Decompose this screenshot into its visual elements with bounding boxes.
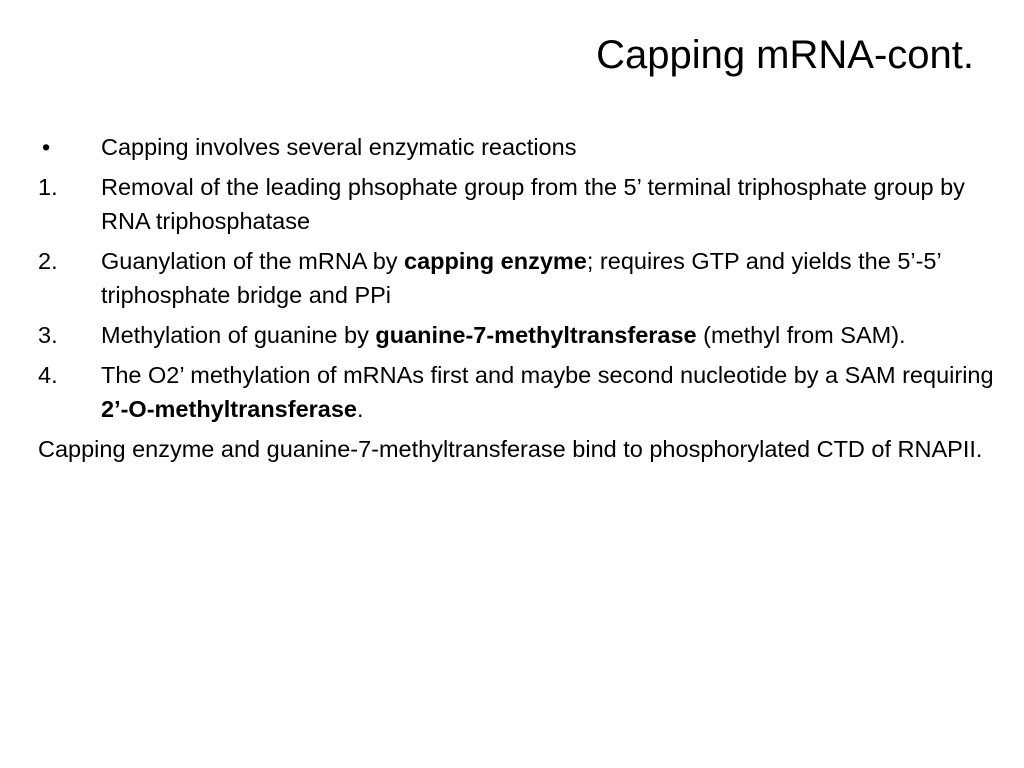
slide-body bbox=[38, 130, 1018, 472]
step-item-3 bbox=[38, 318, 1018, 352]
slide-title: Capping mRNA-cont. bbox=[596, 33, 974, 77]
step-item-4 bbox=[38, 358, 1018, 426]
step-text: Guanylation of the mRNA by bbox=[101, 248, 405, 274]
step-marker: 2. bbox=[38, 248, 58, 274]
bullet-item bbox=[38, 130, 1018, 164]
step-item-1 bbox=[38, 170, 1018, 238]
bullet-marker: • bbox=[42, 134, 51, 160]
step-marker: 1. bbox=[38, 174, 58, 200]
enzyme-name: capping enzyme bbox=[404, 248, 587, 274]
step-item-2 bbox=[38, 244, 1018, 312]
step-text-continued: (methyl from SAM). bbox=[696, 322, 906, 348]
bullet-text: Capping involves several enzymatic reactions bbox=[101, 134, 577, 160]
step-text: Removal of the leading phsophate group from the 5’ terminal triphosphate group by RNA triphosphatase bbox=[101, 174, 965, 234]
step-text: The O2’ methylation of mRNAs first and maybe second nucleotide by a SAM requiring bbox=[101, 362, 994, 388]
enzyme-name: guanine-7-methyltransferase bbox=[375, 322, 697, 348]
step-marker: 4. bbox=[38, 362, 58, 388]
step-text-continued: . bbox=[357, 396, 364, 422]
step-text: Methylation of guanine by bbox=[101, 322, 376, 348]
step-text-continued: ; requires GTP and yields the 5’-5’ triphosphate bridge and PPi bbox=[101, 248, 941, 308]
enzyme-name: 2’-O-methyltransferase bbox=[101, 396, 357, 422]
closing-statement: Capping enzyme and guanine-7-methyltransferase bind to phosphorylated CTD of RNAPII. bbox=[38, 436, 983, 462]
step-marker: 3. bbox=[38, 322, 58, 348]
